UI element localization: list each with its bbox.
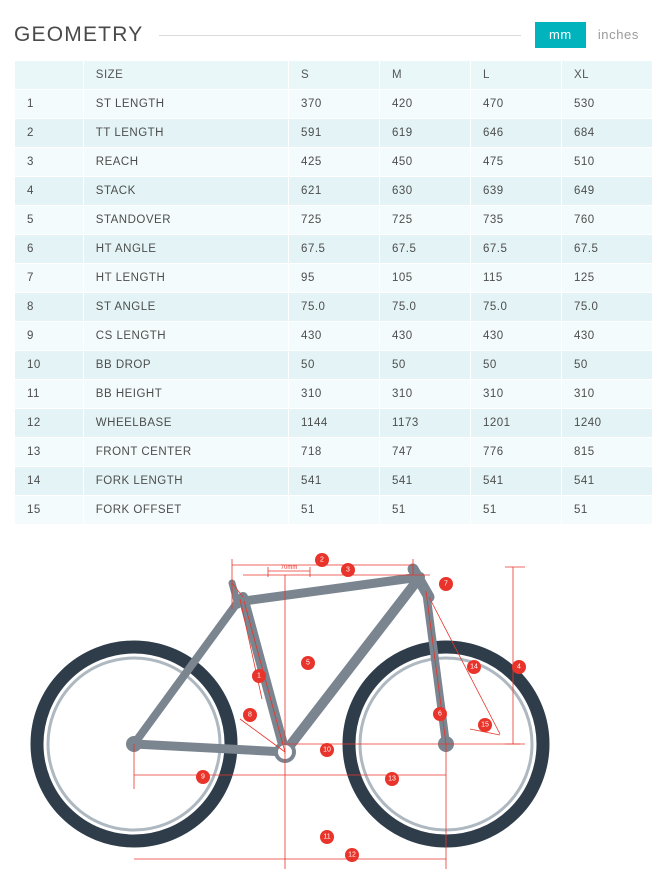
- cell-s: 425: [289, 148, 380, 177]
- cell-l: 115: [470, 264, 561, 293]
- cell-s: 541: [289, 467, 380, 496]
- cell-m: 430: [380, 322, 471, 351]
- cell-name: FORK OFFSET: [83, 496, 288, 525]
- header-cell-size: SIZE: [83, 61, 288, 90]
- cell-index: 4: [15, 177, 84, 206]
- callout-4: [512, 660, 526, 674]
- cell-m: 747: [380, 438, 471, 467]
- cell-xl: 67.5: [561, 235, 652, 264]
- cell-l: 51: [470, 496, 561, 525]
- cell-xl: 541: [561, 467, 652, 496]
- cell-xl: 75.0: [561, 293, 652, 322]
- header-cell-s: S: [289, 61, 380, 90]
- cell-index: 3: [15, 148, 84, 177]
- cell-l: 646: [470, 119, 561, 148]
- cell-m: 725: [380, 206, 471, 235]
- callout-7: [439, 577, 453, 591]
- cell-l: 541: [470, 467, 561, 496]
- header-divider: [159, 35, 521, 36]
- cell-m: 619: [380, 119, 471, 148]
- callout-2: [315, 553, 329, 567]
- cell-l: 430: [470, 322, 561, 351]
- callout-6: [433, 707, 447, 721]
- svg-text:5: 5: [306, 659, 310, 667]
- table-row: [15, 496, 653, 525]
- cell-name: CS LENGTH: [83, 322, 288, 351]
- cell-index: 9: [15, 322, 84, 351]
- cell-l: 1201: [470, 409, 561, 438]
- cell-s: 725: [289, 206, 380, 235]
- cell-name: REACH: [83, 148, 288, 177]
- table-body: [15, 90, 653, 525]
- svg-text:12: 12: [348, 851, 356, 859]
- header-cell-xl: XL: [561, 61, 652, 90]
- cell-xl: 125: [561, 264, 652, 293]
- cell-name: STANDOVER: [83, 206, 288, 235]
- table-row: [15, 293, 653, 322]
- cell-index: 1: [15, 90, 84, 119]
- callout-3: [341, 563, 355, 577]
- svg-text:2: 2: [320, 556, 324, 564]
- cell-xl: 530: [561, 90, 652, 119]
- callout-14: [467, 660, 481, 674]
- table-row: [15, 119, 653, 148]
- cell-name: TT LENGTH: [83, 119, 288, 148]
- cell-m: 50: [380, 351, 471, 380]
- svg-text:9: 9: [201, 773, 205, 781]
- cell-index: 13: [15, 438, 84, 467]
- cell-xl: 815: [561, 438, 652, 467]
- table-row: [15, 467, 653, 496]
- callout-8: [243, 708, 257, 722]
- callout-9: [196, 770, 210, 784]
- callout-15: [478, 718, 492, 732]
- unit-toggle-mm[interactable]: mm: [535, 22, 586, 48]
- svg-text:1: 1: [257, 672, 261, 680]
- cell-s: 95: [289, 264, 380, 293]
- cell-m: 105: [380, 264, 471, 293]
- table-row: [15, 148, 653, 177]
- svg-text:15: 15: [481, 721, 489, 729]
- cell-index: 15: [15, 496, 84, 525]
- cell-xl: 51: [561, 496, 652, 525]
- cell-xl: 510: [561, 148, 652, 177]
- cell-s: 50: [289, 351, 380, 380]
- table-row: [15, 409, 653, 438]
- cell-m: 420: [380, 90, 471, 119]
- header-cell-m: M: [380, 61, 471, 90]
- cell-name: STACK: [83, 177, 288, 206]
- cell-name: FORK LENGTH: [83, 467, 288, 496]
- table-row: [15, 264, 653, 293]
- svg-text:4: 4: [517, 663, 521, 671]
- table-row: [15, 380, 653, 409]
- cell-xl: 310: [561, 380, 652, 409]
- callout-12: [345, 848, 359, 862]
- svg-text:6: 6: [438, 710, 442, 718]
- cell-s: 51: [289, 496, 380, 525]
- cell-xl: 649: [561, 177, 652, 206]
- cell-m: 630: [380, 177, 471, 206]
- callout-11: [320, 830, 334, 844]
- cell-s: 310: [289, 380, 380, 409]
- cell-l: 50: [470, 351, 561, 380]
- cell-xl: 430: [561, 322, 652, 351]
- cell-s: 67.5: [289, 235, 380, 264]
- cell-name: WHEELBASE: [83, 409, 288, 438]
- cell-name: BB DROP: [83, 351, 288, 380]
- cell-xl: 684: [561, 119, 652, 148]
- cell-name: BB HEIGHT: [83, 380, 288, 409]
- svg-text:7: 7: [444, 580, 448, 588]
- cell-l: 475: [470, 148, 561, 177]
- callout-13: [385, 772, 399, 786]
- table-row: [15, 206, 653, 235]
- svg-text:14: 14: [470, 663, 478, 671]
- geometry-table-wrap: [0, 60, 667, 525]
- cell-xl: 50: [561, 351, 652, 380]
- geometry-diagram: [0, 539, 667, 889]
- svg-text:8: 8: [248, 711, 252, 719]
- cell-m: 310: [380, 380, 471, 409]
- svg-text:10: 10: [323, 746, 331, 754]
- table-row: [15, 438, 653, 467]
- cell-index: 2: [15, 119, 84, 148]
- cell-m: 450: [380, 148, 471, 177]
- page-header: [0, 0, 667, 60]
- cell-name: FRONT CENTER: [83, 438, 288, 467]
- unit-toggle-inches[interactable]: inches: [597, 27, 639, 42]
- page-title: GEOMETRY: [14, 23, 144, 46]
- svg-text:3: 3: [346, 566, 350, 574]
- cell-s: 75.0: [289, 293, 380, 322]
- cell-s: 718: [289, 438, 380, 467]
- diagram-note-label: 70mm: [280, 565, 298, 571]
- cell-index: 8: [15, 293, 84, 322]
- cell-xl: 760: [561, 206, 652, 235]
- table-head: [15, 61, 653, 90]
- callout-5: [301, 656, 315, 670]
- svg-text:11: 11: [323, 833, 331, 841]
- cell-s: 591: [289, 119, 380, 148]
- table-header-row: [15, 61, 653, 90]
- svg-text:13: 13: [388, 775, 396, 783]
- table-row: [15, 235, 653, 264]
- callout-10: [320, 743, 334, 757]
- cell-index: 14: [15, 467, 84, 496]
- table-row: [15, 90, 653, 119]
- cell-s: 430: [289, 322, 380, 351]
- cell-m: 75.0: [380, 293, 471, 322]
- cell-s: 1144: [289, 409, 380, 438]
- cell-name: HT LENGTH: [83, 264, 288, 293]
- callout-1: [252, 669, 266, 683]
- cell-m: 51: [380, 496, 471, 525]
- cell-l: 776: [470, 438, 561, 467]
- table-row: [15, 322, 653, 351]
- cell-s: 370: [289, 90, 380, 119]
- table-row: [15, 351, 653, 380]
- cell-m: 1173: [380, 409, 471, 438]
- cell-name: ST ANGLE: [83, 293, 288, 322]
- geometry-table: [14, 60, 653, 525]
- cell-index: 12: [15, 409, 84, 438]
- cell-l: 67.5: [470, 235, 561, 264]
- header-cell-l: L: [470, 61, 561, 90]
- cell-index: 5: [15, 206, 84, 235]
- cell-name: HT ANGLE: [83, 235, 288, 264]
- cell-index: 10: [15, 351, 84, 380]
- cell-index: 6: [15, 235, 84, 264]
- cell-m: 67.5: [380, 235, 471, 264]
- cell-s: 621: [289, 177, 380, 206]
- cell-l: 735: [470, 206, 561, 235]
- cell-l: 639: [470, 177, 561, 206]
- cell-l: 470: [470, 90, 561, 119]
- table-row: [15, 177, 653, 206]
- cell-l: 310: [470, 380, 561, 409]
- cell-l: 75.0: [470, 293, 561, 322]
- header-cell-index: [15, 61, 84, 90]
- cell-m: 541: [380, 467, 471, 496]
- unit-toggle[interactable]: [535, 22, 653, 48]
- cell-name: ST LENGTH: [83, 90, 288, 119]
- cell-index: 11: [15, 380, 84, 409]
- cell-xl: 1240: [561, 409, 652, 438]
- cell-index: 7: [15, 264, 84, 293]
